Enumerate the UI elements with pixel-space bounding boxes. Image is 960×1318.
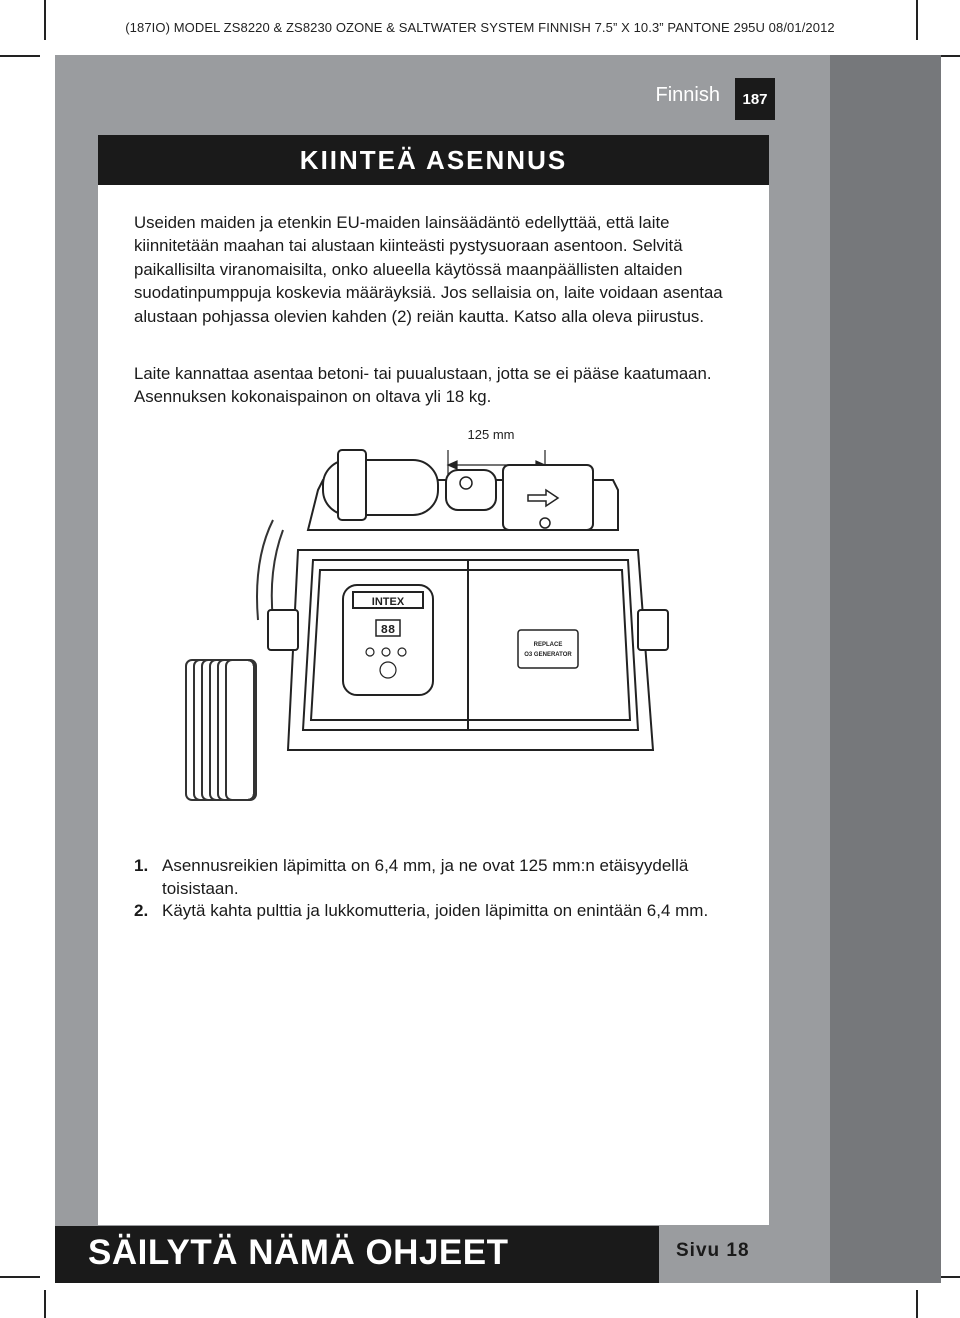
step-item bbox=[134, 855, 754, 900]
display-digits: 88 bbox=[380, 623, 396, 637]
hose-coil bbox=[186, 520, 283, 800]
dimension-label: 125 mm bbox=[467, 427, 515, 442]
footer-page-label: Sivu 18 bbox=[676, 1240, 750, 1261]
section-title: KIINTEÄ ASENNUS bbox=[98, 135, 769, 185]
replace-panel-label: REPLACE bbox=[533, 642, 563, 648]
footer-title: SÄILYTÄ NÄMÄ OHJEET bbox=[88, 1233, 509, 1272]
step-text: Asennusreikien läpimitta on 6,4 mm, ja ne ovat 125 mm:n etäisyydellä toisistaan. bbox=[162, 856, 689, 898]
intro-paragraph: Useiden maiden ja etenkin EU-maiden lainsäädäntö edellyttää, että laite kiinnitetään maahan tai alustaan kiinteästi pystysuoraan asentoon. Selvitä paikallisilta viranomaisilta, onko alueella käytössä maanpäällisten altaiden suodatinpumppuja koskevia määräyksiä. Jos sellaisia on, laite voidaan asentaa alustaan pohjassa olevien kahden (2) reiän kautta. Katso alla oleva piirustus. bbox=[134, 213, 723, 326]
crop-mark bbox=[44, 1290, 46, 1318]
unit-body bbox=[268, 450, 668, 750]
replace-panel-label-2: O3 GENERATOR bbox=[524, 652, 572, 658]
page-number-badge: 187 bbox=[735, 78, 775, 120]
crop-mark bbox=[0, 55, 40, 57]
crop-mark bbox=[0, 1276, 40, 1278]
step-item bbox=[134, 900, 754, 923]
replace-generator-panel bbox=[518, 630, 578, 668]
step-number: 2. bbox=[134, 901, 149, 920]
step-number: 1. bbox=[134, 856, 149, 875]
step-text: Käytä kahta pulttia ja lukkomutteria, joiden läpimitta on enintään 6,4 mm. bbox=[162, 901, 709, 920]
content-panel bbox=[98, 135, 769, 1225]
installation-diagram bbox=[148, 420, 718, 840]
crop-mark bbox=[916, 1290, 918, 1318]
step-list bbox=[134, 855, 754, 923]
language-label: Finnish bbox=[655, 84, 720, 106]
print-header-line: (187IO) MODEL ZS8220 & ZS8230 OZONE & SALTWATER SYSTEM FINNISH 7.5” X 10.3” PANTONE 295U 08/01/2012 bbox=[125, 20, 835, 35]
mounting-paragraph: Laite kannattaa asentaa betoni- tai puualustaan, jotta se ei pääse kaatumaan. Asennuksen kokonaispainon on oltava yli 18 kg. bbox=[134, 364, 712, 407]
brand-label: INTEX bbox=[371, 596, 405, 608]
page-edge-strip bbox=[830, 55, 941, 1283]
